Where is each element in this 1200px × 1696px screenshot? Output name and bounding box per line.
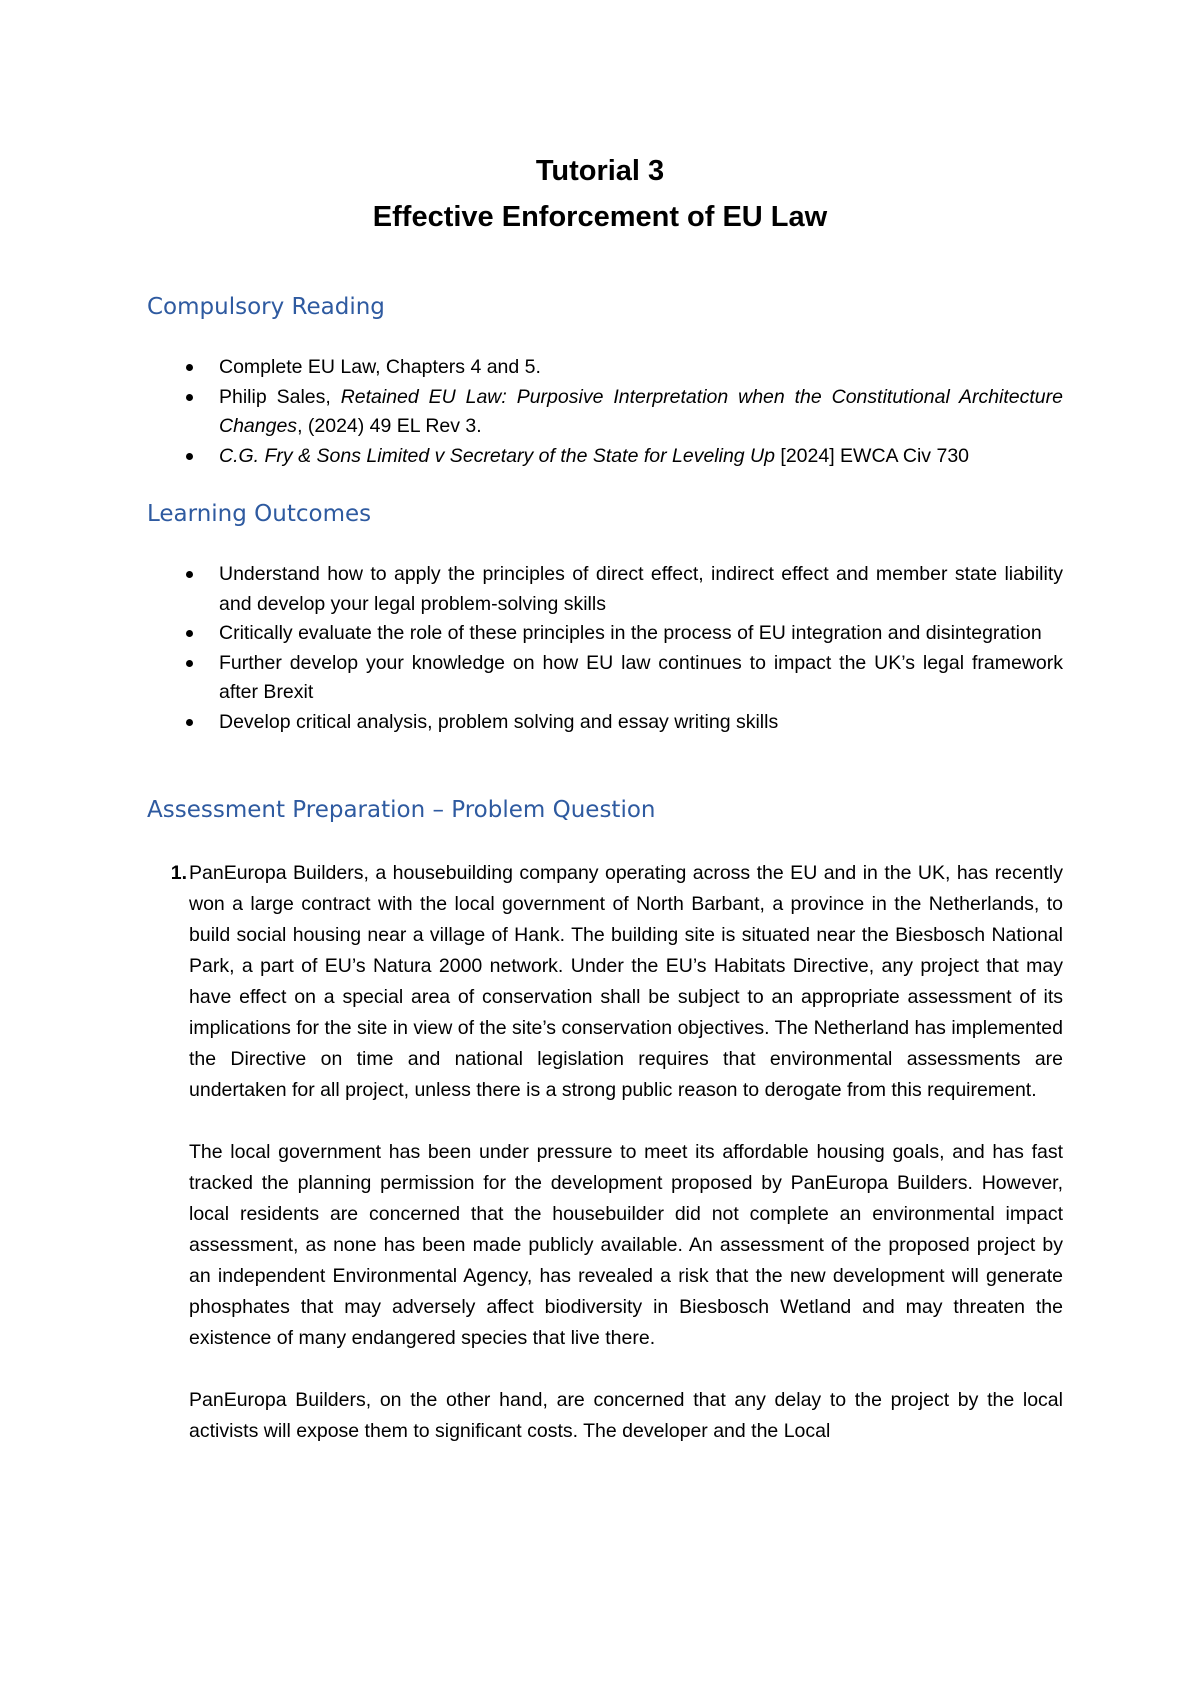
learning-outcomes-heading: Learning Outcomes (147, 501, 372, 527)
bullet-icon (186, 660, 193, 667)
problem-question (147, 858, 1063, 1478)
tutorial-number: Tutorial 3 (535, 155, 665, 187)
question-paragraph: PanEuropa Builders, on the other hand, are concerned that any delay to the project by the local activists will expose them to significant costs. The developer and the Local (189, 1389, 1063, 1442)
bullet-icon (186, 394, 193, 401)
bullet-icon (186, 453, 193, 460)
question-paragraph: The local government has been under pressure to meet its affordable housing goals, and has fast tracked the planning permission for the development proposed by PanEuropa Builders. However, local residents are concerned that the housebuilder did not complete an environmental impact assessment, as none has been made publicly available. An assessment of the proposed project by an independent Environmental Agency, has revealed a risk that the new development will generate phosphates that may adversely affect biodiversity in Biesbosch Wetland and may threaten the existence of many endangered species that live there. (189, 1141, 1063, 1349)
bullet-icon (186, 364, 193, 371)
learning-outcomes-list (147, 560, 1063, 737)
question-number: 1. (170, 862, 187, 884)
reading-item: Philip Sales, Retained EU Law: Purposive Interpretation when the Constitutional Architecture Changes, (2024) 49 EL Rev 3. (147, 383, 1063, 442)
compulsory-reading-list (147, 353, 1063, 471)
title-block (0, 148, 1200, 240)
bullet-icon (186, 630, 193, 637)
bullet-icon (186, 719, 193, 726)
outcome-item: Further develop your knowledge on how EU law continues to impact the UK’s legal framework after Brexit (147, 649, 1063, 708)
bullet-icon (186, 571, 193, 578)
reading-item: C.G. Fry & Sons Limited v Secretary of the State for Leveling Up [2024] EWCA Civ 730 (147, 442, 1063, 472)
outcome-item: Understand how to apply the principles of direct effect, indirect effect and member state liability and develop your legal problem-solving skills (147, 560, 1063, 619)
outcome-item: Develop critical analysis, problem solving and essay writing skills (147, 708, 1063, 738)
outcome-item: Critically evaluate the role of these principles in the process of EU integration and disintegration (147, 619, 1063, 649)
compulsory-reading-heading: Compulsory Reading (147, 294, 385, 320)
reading-item: Complete EU Law, Chapters 4 and 5. (147, 353, 1063, 383)
question-paragraph: PanEuropa Builders, a housebuilding company operating across the EU and in the UK, has recently won a large contract with the local government of North Barbant, a province in the Netherlands, to build social housing near a village of Hank. The building site is situated near the Biesbosch National Park, a part of EU’s Natura 2000 network. Under the EU’s Habitats Directive, any project that may have effect on a special area of conservation shall be subject to an appropriate assessment of its implications for the site in view of the site’s conservation objectives. The Netherland has implemented the Directive on time and national legislation requires that environmental assessments are undertaken for all project, unless there is a strong public reason to derogate from this requirement. (189, 862, 1063, 1101)
tutorial-title: Effective Enforcement of EU Law (372, 201, 828, 233)
assessment-heading: Assessment Preparation – Problem Question (147, 797, 656, 823)
